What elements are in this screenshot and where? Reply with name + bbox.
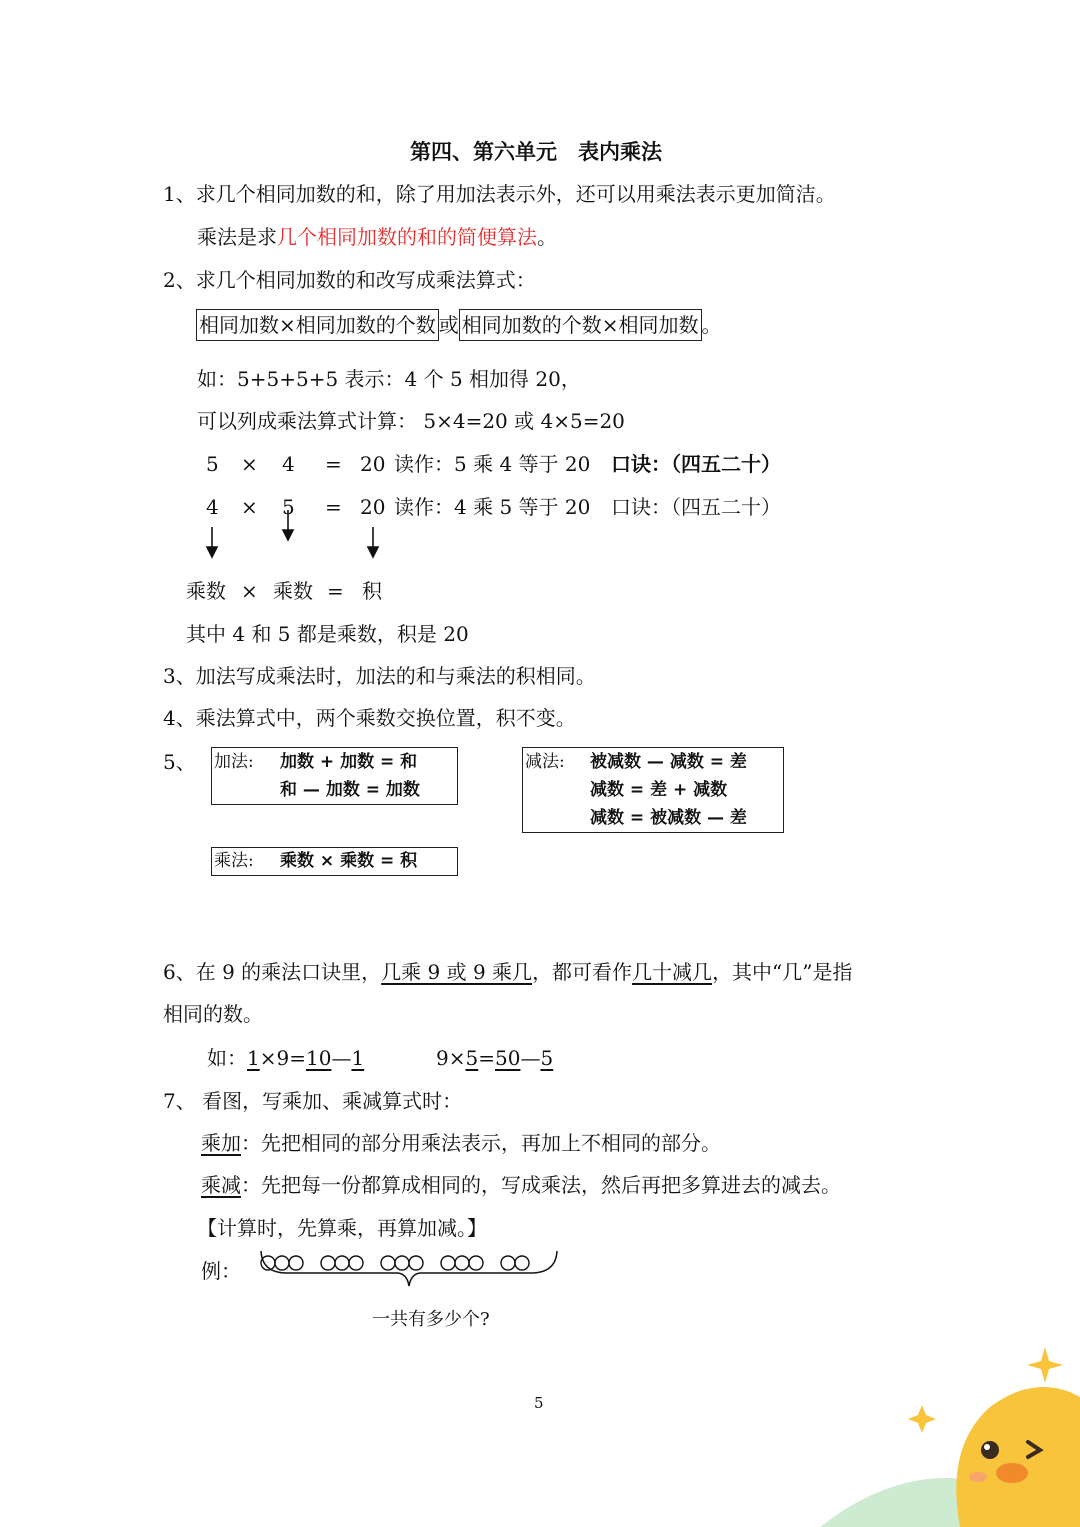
circle-icon (381, 1256, 395, 1270)
addition-box (211, 747, 458, 805)
circle-icon (395, 1256, 409, 1270)
subtraction-rule-1: 被减数 — 减数 = 差 (590, 752, 747, 772)
down-arrows (0, 505, 1080, 585)
ex-num: 1 (351, 1046, 365, 1070)
definition-prefix: 乘法是求 (197, 225, 277, 249)
mascot-eye (981, 1441, 999, 1459)
product-name: 积 (362, 579, 382, 603)
definition-highlight: 几个相同加数的和的简便算法 (277, 225, 537, 249)
point-3: 3、加法写成乘法时，加法的和与乘法的积相同。 (163, 664, 596, 688)
circle-icon (321, 1256, 335, 1270)
example-note: 其中 4 和 5 都是乘数，积是 20 (186, 622, 469, 646)
ex-minus: — (331, 1046, 352, 1070)
multiply-subtract-term: 乘减 (201, 1173, 241, 1197)
factor-b: 4 (282, 452, 295, 476)
mascot-cheek (969, 1472, 987, 1482)
addition-label: 加法: (214, 752, 254, 772)
arrow-head-icon (207, 547, 217, 557)
ex-num: 1 (247, 1046, 260, 1070)
subtraction-rule-2: 减数 = 差 + 减数 (590, 780, 728, 800)
point-7: 7、 看图，写乘加、乘减算式时： (163, 1089, 463, 1113)
arrow-head-icon (368, 547, 378, 557)
circle-icon (455, 1256, 469, 1270)
formula-end: 。 (701, 313, 722, 337)
rhyme: 口诀：（四五二十） (611, 452, 781, 476)
point-6-example-2 (436, 1048, 553, 1068)
circle-icon (441, 1256, 455, 1270)
circle-groups-figure (0, 1250, 1080, 1310)
point-6-underlined-2: 几十减几 (632, 960, 713, 984)
equals-sign: = (325, 495, 342, 519)
multiply-subtract-desc: ：先把每一份都算成相同的，写成乘法，然后再把多算进去的减去。 (241, 1173, 841, 1197)
example-line-2: 可以列成乘法算式计算： 5×4=20 或 4×5=20 (197, 409, 625, 433)
point-1: 1、求几个相同加数的和，除了用加法表示外，还可以用乘法表示更加简洁。 (163, 182, 836, 206)
multiply-subtract-rule (201, 1175, 841, 1195)
example-prefix: 如： (207, 1046, 247, 1070)
ex-op: ×9= (259, 1046, 306, 1070)
factor-a: 5 (206, 452, 219, 476)
mascot-beak (996, 1463, 1028, 1483)
point-6-text-1: 6、在 9 的乘法口诀里， (163, 960, 382, 984)
multiply-add-rule (201, 1133, 721, 1153)
multiply-add-term: 乘加 (201, 1131, 241, 1155)
circle-icon (469, 1256, 483, 1270)
point-6-text-3: ，其中“几”是指 (712, 960, 853, 984)
factor-name-1: 乘数 (186, 579, 226, 603)
calculation-order-rule: 【计算时，先算乘，再算加减。】 (197, 1216, 487, 1240)
circle-icon (335, 1256, 349, 1270)
reading: 读作：5 乘 4 等于 20 (394, 452, 591, 476)
mascot-decoration (840, 1337, 1080, 1527)
result: 20 (360, 452, 386, 476)
subtraction-box (522, 747, 784, 833)
circle-icon (349, 1256, 363, 1270)
multiply-add-desc: ：先把相同的部分用乘法表示，再加上不相同的部分。 (241, 1131, 721, 1155)
point-5-number: 5、 (163, 750, 196, 774)
factor-b: 5 (282, 495, 295, 519)
rhyme: 口诀：（四五二十） (611, 495, 781, 519)
ex-tens: 50 (494, 1046, 521, 1070)
page-number: 5 (534, 1394, 544, 1412)
equals-sign: = (325, 452, 342, 476)
circle-icon (515, 1256, 529, 1270)
formula-box-b: 相同加数的个数×相同加数 (459, 309, 702, 341)
equation-row-1 (0, 454, 1080, 478)
point-6-text-2: ，都可看作 (532, 960, 633, 984)
ex-tens: 10 (305, 1046, 332, 1070)
times-sign: × (241, 495, 258, 519)
point-6-line-2: 相同的数。 (163, 1002, 263, 1026)
point-6-underlined-1: 几乘 9 或 9 乘几 (381, 960, 533, 984)
ex-num: 5 (465, 1046, 479, 1070)
example-question: 一共有多少个? (372, 1309, 490, 1330)
example-label: 例： (201, 1259, 241, 1283)
example-line-1: 如：5+5+5+5 表示：4 个 5 相加得 20， (197, 367, 581, 391)
ex-num: 5 (540, 1046, 554, 1070)
subtraction-rule-3: 减数 = 被减数 — 差 (590, 808, 747, 828)
factor-name-2: 乘数 (273, 579, 313, 603)
subtraction-label: 减法: (525, 752, 565, 772)
multiplication-label: 乘法: (214, 851, 254, 871)
multiplication-rule: 乘数 × 乘数 = 积 (280, 851, 418, 871)
ex-minus: — (520, 1046, 541, 1070)
arrow-head-icon (283, 530, 293, 540)
formula-box-a: 相同加数×相同加数的个数 (196, 309, 439, 341)
page-title: 第四、第六单元 表内乘法 (410, 140, 662, 164)
result: 20 (360, 495, 386, 519)
point-2: 2、求几个相同加数的和改写成乘法算式： (163, 268, 536, 292)
ex-eq: = (478, 1046, 495, 1070)
ex-op: 9× (436, 1046, 466, 1070)
point-2-formula (196, 315, 722, 335)
addition-rule-2: 和 — 加数 = 加数 (280, 780, 420, 800)
times-sign: × (241, 452, 258, 476)
reading: 读作：4 乘 5 等于 20 (394, 495, 591, 519)
point-4: 4、乘法算式中，两个乘数交换位置，积不变。 (163, 706, 576, 730)
point-1-definition (197, 227, 557, 247)
factor-names-row (0, 581, 1080, 605)
mascot-head (956, 1387, 1080, 1527)
times-sign: × (241, 579, 258, 603)
circle-icon (501, 1256, 515, 1270)
point-6-example-1 (207, 1048, 364, 1068)
definition-end: 。 (537, 225, 557, 249)
point-6 (163, 962, 853, 982)
circle-icon (409, 1256, 423, 1270)
circle-icon (289, 1256, 303, 1270)
factor-a: 4 (206, 495, 219, 519)
formula-or: 或 (438, 313, 459, 337)
equals-sign: = (327, 579, 344, 603)
multiplication-box (211, 847, 458, 876)
addition-rule-1: 加数 + 加数 = 和 (280, 752, 418, 772)
circle-icon (275, 1256, 289, 1270)
